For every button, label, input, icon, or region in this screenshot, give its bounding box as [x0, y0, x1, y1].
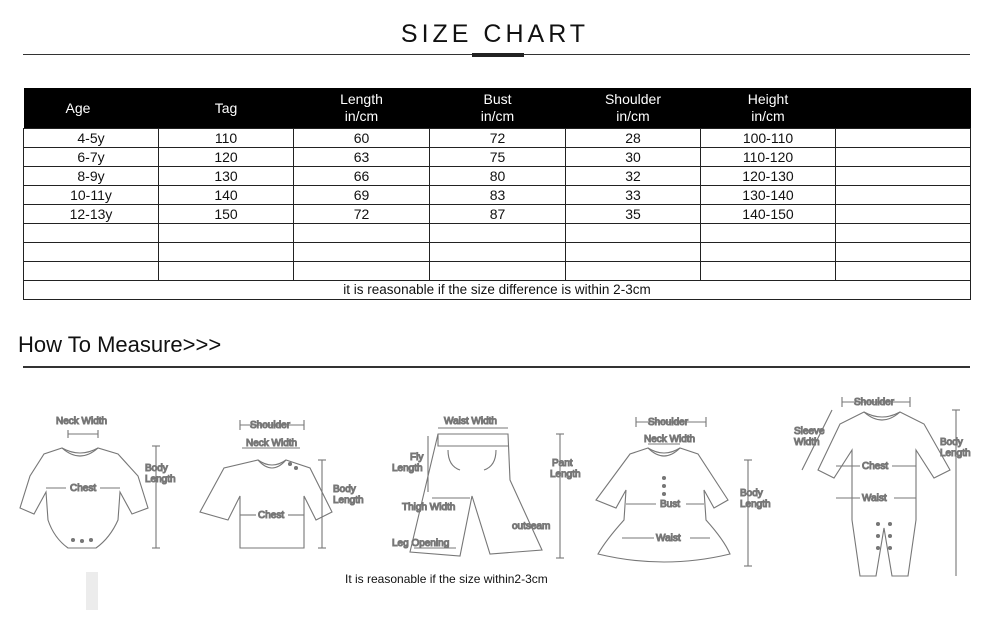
table-cell: 72 — [294, 205, 430, 224]
waist-label-2: Waist — [862, 493, 887, 504]
chest-label-4: Chest — [862, 461, 889, 472]
table-cell — [566, 243, 701, 262]
table-cell: 72 — [430, 129, 566, 148]
table-cell: 69 — [294, 186, 430, 205]
column-header: Tag — [159, 88, 294, 129]
measurement-diagram — [0, 380, 990, 585]
table-cell: 6-7y — [24, 148, 159, 167]
grey-marker — [86, 572, 98, 610]
body-length-label-2: Body — [333, 484, 356, 495]
table-cell: 130 — [159, 167, 294, 186]
table-cell: 150 — [159, 205, 294, 224]
table-cell — [159, 243, 294, 262]
table-cell: 63 — [294, 148, 430, 167]
shoulder-label-4: Shoulder — [854, 397, 895, 408]
table-cell — [159, 224, 294, 243]
body-length-label: Body — [145, 463, 168, 474]
table-cell: 12-13y — [24, 205, 159, 224]
sleeve-width-label: Sleeve — [794, 426, 825, 437]
size-chart-table — [23, 88, 971, 300]
table-row — [24, 262, 971, 281]
table-cell: 140 — [159, 186, 294, 205]
neck-width-label-2: Neck Width — [246, 438, 298, 449]
table-cell — [701, 262, 836, 281]
leg-opening-label: Leg Opening — [392, 538, 450, 549]
bodysuit-illustration — [20, 448, 148, 548]
fly-length-label: Fly — [410, 452, 424, 463]
table-cell — [566, 224, 701, 243]
size-difference-note: it is reasonable if the size difference is within 2-3cm — [24, 281, 971, 300]
how-to-measure-heading: How To Measure>>> — [18, 332, 222, 357]
measure-divider — [23, 366, 970, 368]
table-cell: 83 — [430, 186, 566, 205]
page-title: SIZE CHART — [400, 20, 590, 48]
table-cell — [294, 243, 430, 262]
column-header: Shoulder in/cm — [566, 88, 701, 129]
table-cell: 28 — [566, 129, 701, 148]
table-cell — [566, 262, 701, 281]
table-cell: 140-150 — [701, 205, 836, 224]
table-cell: 35 — [566, 205, 701, 224]
table-cell: 8-9y — [24, 167, 159, 186]
table-header-row — [24, 88, 971, 129]
body-length-label-line2: Length — [145, 474, 176, 485]
table-cell — [24, 243, 159, 262]
chest-label-2: Chest — [258, 510, 285, 521]
table-cell: 100-110 — [701, 129, 836, 148]
table-cell: 66 — [294, 167, 430, 186]
table-cell — [294, 262, 430, 281]
outseam-label: outseam — [512, 521, 551, 532]
table-cell — [294, 224, 430, 243]
table-cell — [701, 243, 836, 262]
table-note-row — [24, 281, 971, 300]
table-cell — [430, 262, 566, 281]
table-cell — [836, 186, 971, 205]
table-cell — [836, 262, 971, 281]
table-row — [24, 167, 971, 186]
table-cell: 4-5y — [24, 129, 159, 148]
body-length-label-2-line2: Length — [333, 495, 364, 506]
table-cell: 33 — [566, 186, 701, 205]
column-header: Length in/cm — [294, 88, 430, 129]
waist-label: Waist — [656, 533, 681, 544]
neck-width-label: Neck Width — [56, 416, 108, 427]
table-cell — [430, 224, 566, 243]
table-row — [24, 205, 971, 224]
pant-length-label-line2: Length — [550, 469, 581, 480]
tshirt-illustration — [200, 460, 332, 548]
body-length-label-3: Body — [740, 488, 763, 499]
table-cell: 87 — [430, 205, 566, 224]
column-header: Height in/cm — [701, 88, 836, 129]
table-cell — [836, 224, 971, 243]
table-cell — [836, 129, 971, 148]
table-cell — [24, 262, 159, 281]
waist-width-label: Waist Width — [444, 416, 497, 427]
table-cell: 120-130 — [701, 167, 836, 186]
table-cell — [836, 243, 971, 262]
body-length-label-3-line2: Length — [740, 499, 771, 510]
column-header — [836, 88, 971, 129]
table-row — [24, 243, 971, 262]
table-cell — [836, 167, 971, 186]
table-cell: 60 — [294, 129, 430, 148]
table-cell: 110 — [159, 129, 294, 148]
table-cell: 120 — [159, 148, 294, 167]
table-cell: 75 — [430, 148, 566, 167]
table-cell — [159, 262, 294, 281]
fly-length-label-line2: Length — [392, 463, 423, 474]
table-cell — [430, 243, 566, 262]
table-row — [24, 148, 971, 167]
table-cell — [836, 205, 971, 224]
table-cell: 30 — [566, 148, 701, 167]
bust-label: Bust — [660, 499, 681, 510]
column-header: Bust in/cm — [430, 88, 566, 129]
body-length-label-4-line2: Length — [940, 448, 971, 459]
sleeve-width-label-line2: Width — [794, 437, 820, 448]
column-header: Age — [24, 88, 159, 129]
table-cell: 32 — [566, 167, 701, 186]
measure-tolerance-note: It is reasonable if the size within2-3cm — [345, 572, 548, 586]
table-row — [24, 224, 971, 243]
body-length-label-4: Body — [940, 437, 963, 448]
title-accent-bar — [472, 53, 524, 57]
table-cell: 130-140 — [701, 186, 836, 205]
table-cell — [701, 224, 836, 243]
table-cell — [24, 224, 159, 243]
table-cell: 110-120 — [701, 148, 836, 167]
chest-label: Chest — [70, 483, 97, 494]
neck-width-label-3: Neck Width — [644, 434, 696, 445]
shoulder-label: Shoulder — [250, 420, 291, 431]
shoulder-label-3: Shoulder — [648, 417, 689, 428]
thigh-width-label: Thigh Width — [402, 502, 456, 513]
table-row — [24, 186, 971, 205]
pant-length-label: Pant — [552, 458, 573, 469]
table-cell: 10-11y — [24, 186, 159, 205]
table-row — [24, 129, 971, 148]
table-cell — [836, 148, 971, 167]
table-cell: 80 — [430, 167, 566, 186]
